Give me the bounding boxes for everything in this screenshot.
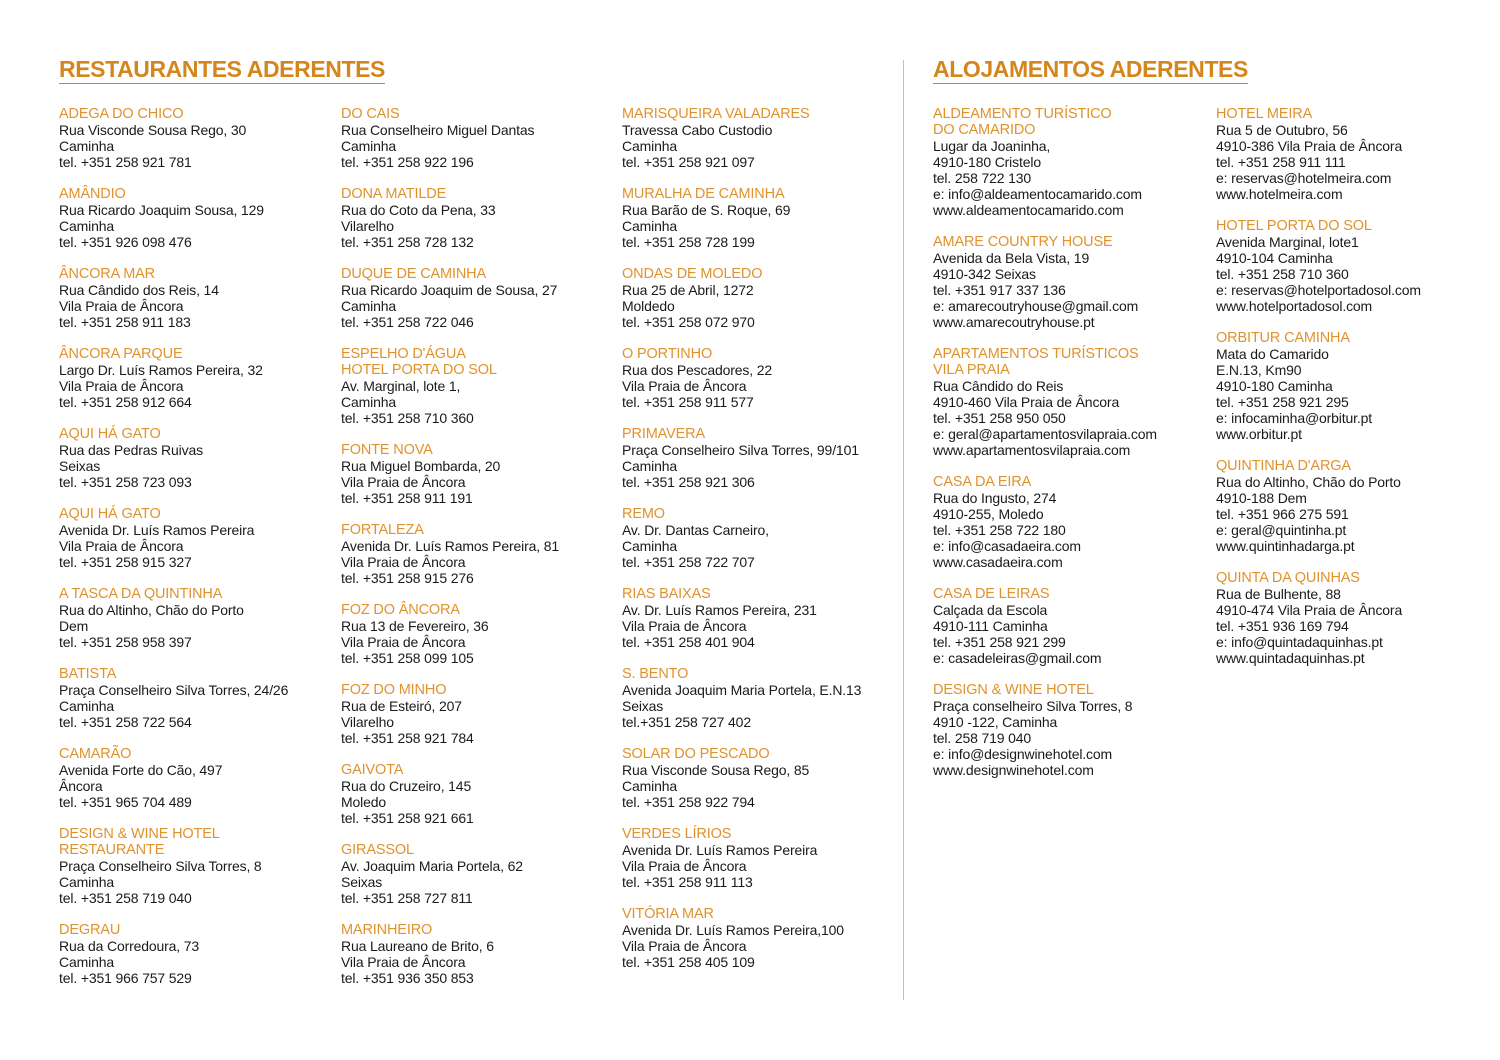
address-line: Vila Praia de Âncora	[341, 554, 466, 570]
website: www.designwinehotel.com	[933, 762, 1094, 778]
restaurant-entry	[341, 106, 559, 170]
entry-name: REMO	[622, 506, 665, 522]
address-line: Av. Marginal, lote 1,	[341, 378, 461, 394]
address-line: Largo Dr. Luís Ramos Pereira, 32	[59, 362, 263, 378]
address-line: Dem	[59, 618, 89, 634]
entry-name: RESTAURANTE	[59, 842, 165, 858]
address-line: Seixas	[622, 698, 664, 714]
phone: tel. +351 258 719 040	[59, 890, 192, 906]
entry-name: ÂNCORA PARQUE	[59, 346, 183, 362]
address-line: Rua Cândido do Reis	[933, 378, 1064, 394]
restaurant-entry	[341, 522, 559, 586]
address-line: Rua do Coto da Pena, 33	[341, 202, 496, 218]
address-line: Rua de Bulhente, 88	[1216, 586, 1341, 602]
entry-name: VILA PRAIA	[933, 362, 1010, 378]
address-line: 4910-386 Vila Praia de Âncora	[1216, 138, 1403, 154]
address-line: Caminha	[622, 218, 677, 234]
address-line: Rua Cândido dos Reis, 14	[59, 282, 219, 298]
phone: tel. +351 258 921 661	[341, 810, 474, 826]
phone: tel. +351 258 922 794	[622, 794, 755, 810]
entry-name: QUINTA DA QUINHAS	[1216, 570, 1360, 586]
entry-name: FONTE NOVA	[341, 442, 433, 458]
entry-name: ONDAS DE MOLEDO	[622, 266, 763, 282]
address-line: Âncora	[59, 778, 103, 794]
address-line: Moledo	[341, 794, 387, 810]
address-line: Rua 5 de Outubro, 56	[1216, 122, 1348, 138]
entry-name: MARISQUEIRA VALADARES	[622, 106, 810, 122]
lodging-entry	[933, 682, 1157, 778]
address-line: Vila Praia de Âncora	[622, 378, 747, 394]
address-line: Caminha	[341, 394, 396, 410]
restaurants-column-2	[341, 106, 559, 1002]
restaurant-entry	[341, 442, 559, 506]
restaurants-column-3	[622, 106, 861, 986]
entry-name: CASA DE LEIRAS	[933, 586, 1050, 602]
lodging-column-1	[933, 106, 1157, 794]
entry-name: DEGRAU	[59, 922, 121, 938]
phone: tel. +351 258 728 199	[622, 234, 755, 250]
phone: tel.+351 258 727 402	[622, 714, 751, 730]
address-line: Rua do Cruzeiro, 145	[341, 778, 472, 794]
entry-name: VERDES LÍRIOS	[622, 826, 732, 842]
phone: tel. +351 258 922 196	[341, 154, 474, 170]
address-line: Avenida Joaquim Maria Portela, E.N.13	[622, 682, 862, 698]
restaurant-entry	[59, 586, 288, 650]
phone: tel. +351 258 710 360	[341, 410, 474, 426]
email: e: amarecoutryhouse@gmail.com	[933, 298, 1139, 314]
address-line: Vila Praia de Âncora	[341, 954, 466, 970]
entry-name: HOTEL PORTA DO SOL	[1216, 218, 1372, 234]
entry-name: DO CAIS	[341, 106, 400, 122]
restaurant-entry	[622, 266, 861, 330]
phone: tel. +351 258 722 707	[622, 554, 755, 570]
phone: tel. +351 966 275 591	[1216, 506, 1349, 522]
address-line: Vilarelho	[341, 218, 394, 234]
address-line: Rua Barão de S. Roque, 69	[622, 202, 791, 218]
entry-name: VITÓRIA MAR	[622, 906, 714, 922]
restaurant-entry	[622, 426, 861, 490]
phone: tel. +351 965 704 489	[59, 794, 192, 810]
entry-name: CAMARÃO	[59, 746, 132, 762]
address-line: Rua Miguel Bombarda, 20	[341, 458, 501, 474]
phone: tel. +351 258 072 970	[622, 314, 755, 330]
website: www.casadaeira.com	[933, 554, 1063, 570]
entry-name: ORBITUR CAMINHA	[1216, 330, 1350, 346]
entry-name: AMARE COUNTRY HOUSE	[933, 234, 1113, 250]
address-line: Avenida Dr. Luís Ramos Pereira,100	[622, 922, 844, 938]
lodging-heading: ALOJAMENTOS ADERENTES	[933, 56, 1248, 82]
restaurant-entry	[622, 586, 861, 650]
entry-name: HOTEL MEIRA	[1216, 106, 1313, 122]
address-line: 4910 -122, Caminha	[933, 714, 1058, 730]
phone: tel. +351 936 169 794	[1216, 618, 1349, 634]
phone: tel. +351 258 727 811	[341, 890, 473, 906]
phone: tel. +351 917 337 136	[933, 282, 1066, 298]
address-line: Vila Praia de Âncora	[341, 474, 466, 490]
phone: tel. +351 258 921 299	[933, 634, 1066, 650]
restaurant-entry	[59, 186, 288, 250]
restaurant-entry	[341, 602, 559, 666]
restaurant-entry	[341, 346, 559, 426]
phone: tel. +351 258 921 306	[622, 474, 755, 490]
entry-name: AQUI HÁ GATO	[59, 426, 161, 442]
phone: tel. +351 258 915 327	[59, 554, 192, 570]
restaurant-entry	[622, 906, 861, 970]
address-line: Rua Ricardo Joaquim de Sousa, 27	[341, 282, 558, 298]
email: e: infocaminha@orbitur.pt	[1216, 410, 1372, 426]
entry-name: RIAS BAIXAS	[622, 586, 711, 602]
website: www.amarecoutryhouse.pt	[933, 314, 1095, 330]
entry-name: ALDEAMENTO TURÍSTICO	[933, 106, 1112, 122]
address-line: Avenida Dr. Luís Ramos Pereira	[59, 522, 255, 538]
address-line: Caminha	[622, 538, 677, 554]
address-line: Vila Praia de Âncora	[341, 634, 466, 650]
address-line: Rua do Altinho, Chão do Porto	[1216, 474, 1401, 490]
address-line: Rua de Esteiró, 207	[341, 698, 462, 714]
restaurant-entry	[622, 186, 861, 250]
phone: tel. +351 258 921 784	[341, 730, 474, 746]
website: www.quintadaquinhas.pt	[1216, 650, 1365, 666]
email: e: reservas@hotelmeira.com	[1216, 170, 1392, 186]
restaurant-entry	[59, 346, 288, 410]
entry-name: S. BENTO	[622, 666, 689, 682]
email: e: geral@apartamentosvilapraia.com	[933, 426, 1157, 442]
entry-name: ADEGA DO CHICO	[59, 106, 184, 122]
address-line: Seixas	[341, 874, 383, 890]
restaurant-entry	[341, 842, 559, 906]
entry-name: GIRASSOL	[341, 842, 414, 858]
phone: tel. +351 258 915 276	[341, 570, 474, 586]
restaurant-entry	[341, 762, 559, 826]
email: e: info@aldeamentocamarido.com	[933, 186, 1142, 202]
lodging-entry	[1216, 458, 1421, 554]
section-divider	[903, 60, 904, 1000]
website: www.aldeamentocamarido.com	[933, 202, 1124, 218]
entry-name: MURALHA DE CAMINHA	[622, 186, 785, 202]
phone: tel. +351 258 921 781	[59, 154, 192, 170]
phone: tel. +351 258 921 097	[622, 154, 755, 170]
restaurant-entry	[341, 682, 559, 746]
entry-name: AMÂNDIO	[59, 186, 126, 202]
address-line: E.N.13, Km90	[1216, 362, 1302, 378]
entry-name: SOLAR DO PESCADO	[622, 746, 770, 762]
phone: tel. +351 258 710 360	[1216, 266, 1349, 282]
address-line: Moldedo	[622, 298, 675, 314]
restaurant-entry	[341, 186, 559, 250]
lodging-entry	[933, 234, 1157, 330]
entry-name: FOZ DO ÂNCORA	[341, 602, 460, 618]
phone: tel. +351 966 757 529	[59, 970, 192, 986]
address-line: 4910-111 Caminha	[933, 618, 1048, 634]
address-line: Av. Dr. Dantas Carneiro,	[622, 522, 769, 538]
address-line: Vila Praia de Âncora	[622, 858, 747, 874]
address-line: 4910-104 Caminha	[1216, 250, 1333, 266]
phone: tel. +351 258 723 093	[59, 474, 192, 490]
entry-name: BATISTA	[59, 666, 117, 682]
phone: tel. +351 258 722 564	[59, 714, 192, 730]
entry-name: DONA MATILDE	[341, 186, 447, 202]
entry-name: HOTEL PORTA DO SOL	[341, 362, 497, 378]
address-line: 4910-460 Vila Praia de Âncora	[933, 394, 1120, 410]
website: www.orbitur.pt	[1216, 426, 1302, 442]
phone: tel. +351 258 958 397	[59, 634, 192, 650]
address-line: Caminha	[59, 954, 114, 970]
website: www.hotelportadosol.com	[1216, 298, 1373, 314]
entry-name: CASA DA EIRA	[933, 474, 1032, 490]
address-line: 4910-180 Caminha	[1216, 378, 1333, 394]
entry-name: DESIGN & WINE HOTEL	[59, 826, 220, 842]
entry-name: MARINHEIRO	[341, 922, 433, 938]
lodging-entry	[1216, 106, 1421, 202]
phone: tel. +351 258 722 046	[341, 314, 474, 330]
address-line: Praça conselheiro Silva Torres, 8	[933, 698, 1133, 714]
address-line: 4910-188 Dem	[1216, 490, 1307, 506]
lodging-entry	[1216, 218, 1421, 314]
address-line: Rua Laureano de Brito, 6	[341, 938, 494, 954]
address-line: Avenida Dr. Luís Ramos Pereira	[622, 842, 818, 858]
email: e: casadeleiras@gmail.com	[933, 650, 1102, 666]
entry-name: A TASCA DA QUINTINHA	[59, 586, 223, 602]
lodging-entry	[1216, 570, 1421, 666]
restaurant-entry	[59, 826, 288, 906]
address-line: Caminha	[59, 138, 114, 154]
phone: tel. +351 926 098 476	[59, 234, 192, 250]
address-line: Rua dos Pescadores, 22	[622, 362, 773, 378]
restaurant-entry	[622, 746, 861, 810]
lodging-entry	[933, 474, 1157, 570]
website: www.hotelmeira.com	[1216, 186, 1343, 202]
address-line: Avenida da Bela Vista, 19	[933, 250, 1090, 266]
address-line: Lugar da Joaninha,	[933, 138, 1051, 154]
address-line: Rua Conselheiro Miguel Dantas	[341, 122, 535, 138]
phone: tel. +351 258 921 295	[1216, 394, 1349, 410]
address-line: Rua 25 de Abril, 1272	[622, 282, 754, 298]
address-line: 4910-180 Cristelo	[933, 154, 1041, 170]
address-line: Caminha	[622, 138, 677, 154]
address-line: Caminha	[59, 698, 114, 714]
address-line: Rua do Ingusto, 274	[933, 490, 1057, 506]
email: e: geral@quintinha.pt	[1216, 522, 1347, 538]
entry-name: APARTAMENTOS TURÍSTICOS	[933, 346, 1139, 362]
website: www.apartamentosvilapraia.com	[933, 442, 1131, 458]
address-line: Caminha	[622, 458, 677, 474]
phone: tel. +351 258 911 183	[59, 314, 191, 330]
address-line: Caminha	[341, 138, 396, 154]
address-line: Rua Visconde Sousa Rego, 30	[59, 122, 247, 138]
email: e: info@casadaeira.com	[933, 538, 1081, 554]
address-line: Av. Dr. Luís Ramos Pereira, 231	[622, 602, 817, 618]
restaurant-entry	[341, 266, 559, 330]
address-line: Av. Joaquim Maria Portela, 62	[341, 858, 523, 874]
entry-name: AQUI HÁ GATO	[59, 506, 161, 522]
address-line: 4910-342 Seixas	[933, 266, 1036, 282]
phone: tel. +351 258 911 111	[1216, 154, 1346, 170]
lodging-entry	[933, 106, 1157, 218]
entry-name: ESPELHO D'ÁGUA	[341, 346, 466, 362]
phone: tel. +351 258 911 113	[622, 874, 753, 890]
address-line: Praça Conselheiro Silva Torres, 8	[59, 858, 262, 874]
phone: tel. +351 936 350 853	[341, 970, 474, 986]
address-line: Praça Conselheiro Silva Torres, 99/101	[622, 442, 859, 458]
restaurant-entry	[59, 106, 288, 170]
address-line: Caminha	[341, 298, 396, 314]
restaurant-entry	[59, 922, 288, 986]
email: e: info@designwinehotel.com	[933, 746, 1113, 762]
restaurant-entry	[59, 506, 288, 570]
address-line: Avenida Marginal, lote1	[1216, 234, 1359, 250]
phone: tel. +351 258 099 105	[341, 650, 474, 666]
restaurant-entry	[59, 666, 288, 730]
entry-name: DESIGN & WINE HOTEL	[933, 682, 1094, 698]
phone: tel. +351 258 728 132	[341, 234, 474, 250]
entry-name: FORTALEZA	[341, 522, 424, 538]
address-line: Vila Praia de Âncora	[59, 298, 184, 314]
address-line: Seixas	[59, 458, 101, 474]
phone: tel. 258 722 130	[933, 170, 1032, 186]
address-line: Caminha	[622, 778, 677, 794]
address-line: Vila Praia de Âncora	[59, 378, 184, 394]
phone: tel. +351 258 911 191	[341, 490, 473, 506]
restaurant-entry	[622, 506, 861, 570]
phone: tel. +351 258 722 180	[933, 522, 1066, 538]
phone: tel. +351 258 911 577	[622, 394, 754, 410]
restaurant-entry	[622, 666, 861, 730]
address-line: Calçada da Escola	[933, 602, 1048, 618]
restaurant-entry	[59, 746, 288, 810]
restaurants-column-1	[59, 106, 288, 1002]
restaurant-entry	[59, 426, 288, 490]
phone: tel. 258 719 040	[933, 730, 1032, 746]
lodging-entry	[933, 346, 1157, 458]
lodging-entry	[1216, 330, 1421, 442]
entry-name: FOZ DO MINHO	[341, 682, 447, 698]
address-line: Travessa Cabo Custodio	[622, 122, 773, 138]
website: www.quintinhadarga.pt	[1216, 538, 1355, 554]
address-line: Rua 13 de Fevereiro, 36	[341, 618, 489, 634]
restaurant-entry	[59, 266, 288, 330]
address-line: Rua Visconde Sousa Rego, 85	[622, 762, 810, 778]
restaurant-entry	[622, 346, 861, 410]
address-line: Avenida Dr. Luís Ramos Pereira, 81	[341, 538, 559, 554]
address-line: Caminha	[59, 874, 114, 890]
address-line: Vila Praia de Âncora	[622, 938, 747, 954]
address-line: Rua da Corredoura, 73	[59, 938, 200, 954]
address-line: 4910-474 Vila Praia de Âncora	[1216, 602, 1403, 618]
address-line: Mata do Camarido	[1216, 346, 1329, 362]
entry-name: O PORTINHO	[622, 346, 713, 362]
lodging-column-2	[1216, 106, 1421, 682]
phone: tel. +351 258 401 904	[622, 634, 755, 650]
address-line: Rua Ricardo Joaquim Sousa, 129	[59, 202, 264, 218]
entry-name: PRIMAVERA	[622, 426, 705, 442]
address-line: Praça Conselheiro Silva Torres, 24/26	[59, 682, 289, 698]
entry-name: QUINTINHA D'ARGA	[1216, 458, 1351, 474]
lodging-entry	[933, 586, 1157, 666]
restaurant-entry	[622, 826, 861, 890]
address-line: Rua das Pedras Ruivas	[59, 442, 203, 458]
address-line: Rua do Altinho, Chão do Porto	[59, 602, 244, 618]
phone: tel. +351 258 950 050	[933, 410, 1066, 426]
address-line: Vila Praia de Âncora	[59, 538, 184, 554]
address-line: Vila Praia de Âncora	[622, 618, 747, 634]
address-line: Avenida Forte do Cão, 497	[59, 762, 223, 778]
phone: tel. +351 258 912 664	[59, 394, 192, 410]
email: e: info@quintadaquinhas.pt	[1216, 634, 1383, 650]
restaurant-entry	[622, 106, 861, 170]
address-line: Caminha	[59, 218, 114, 234]
restaurants-heading: RESTAURANTES ADERENTES	[59, 56, 386, 82]
address-line: Vilarelho	[341, 714, 394, 730]
entry-name: ÂNCORA MAR	[59, 266, 155, 282]
entry-name: DUQUE DE CAMINHA	[341, 266, 487, 282]
email: e: reservas@hotelportadosol.com	[1216, 282, 1421, 298]
restaurant-entry	[341, 922, 559, 986]
phone: tel. +351 258 405 109	[622, 954, 755, 970]
entry-name: DO CAMARIDO	[933, 122, 1036, 138]
entry-name: GAIVOTA	[341, 762, 404, 778]
address-line: 4910-255, Moledo	[933, 506, 1044, 522]
